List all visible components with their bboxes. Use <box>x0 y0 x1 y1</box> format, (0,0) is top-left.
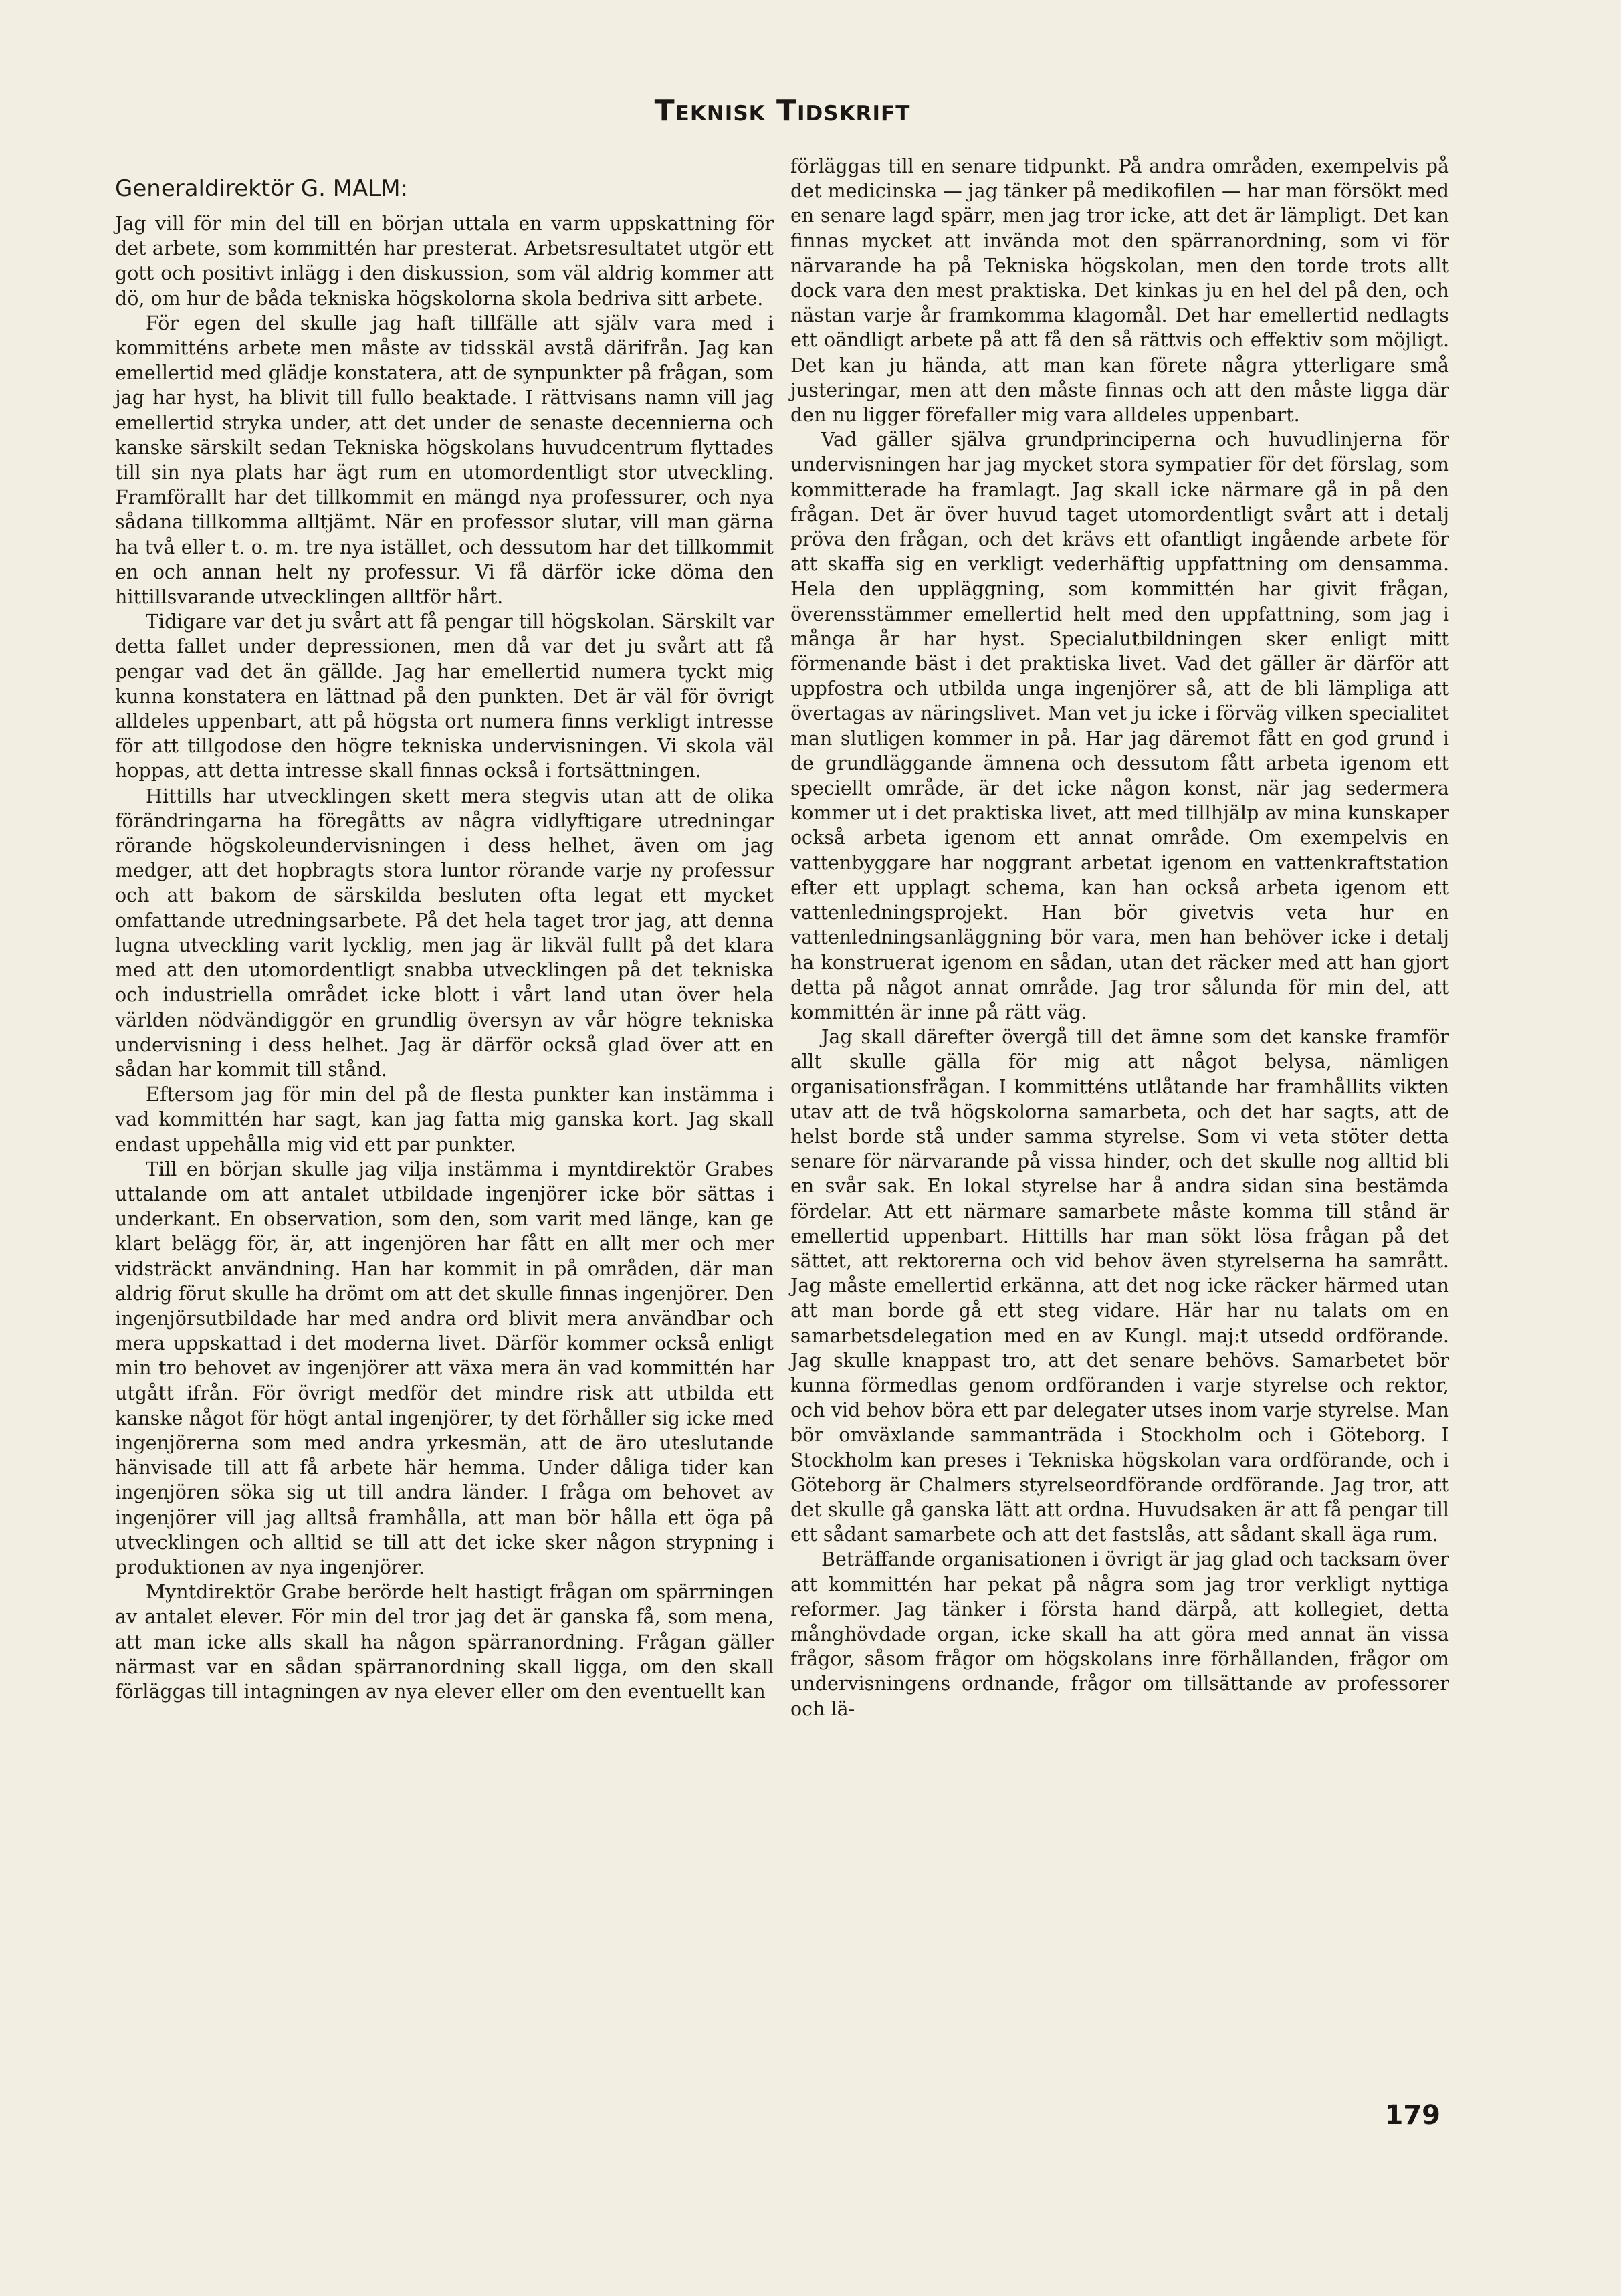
paragraph: Eftersom jag för min del på de flesta punkter kan instämma i vad kommittén har sagt, kan jag fatta mig ganska kort. Jag skall endast uppehålla mig vid ett par punkter. <box>115 1083 774 1156</box>
paragraph: Beträffande organisationen i övrigt är jag glad och tacksam över att kommittén har pekat på några som jag tror verkligt nyttiga reformer. Jag tänker i första hand därpå, att kollegiet, detta månghövdade organ, icke skall ha att göra med annat än vissa frågor, såsom frågor om högskolans inre förhållanden, frågor om undervisningens ordnande, frågor om tillsättande av professorer och lä- <box>790 1548 1449 1720</box>
right-column <box>790 154 1449 1721</box>
page-number: 179 <box>1384 2100 1440 2131</box>
speaker-heading: Generaldirektör G. MALM: <box>115 175 409 202</box>
paragraph: Tidigare var det ju svårt att få pengar till högskolan. Särskilt var detta fallet under depressionen, men då var det ju svårt att få pengar vad det än gällde. Jag har emellertid numera tyckt mig kunna konstatera en lättnad på den punkten. Det är väl för övrigt alldeles uppenbart, att på högsta ort numera finns verkligt intresse för att tillgodose den högre tekniska undervisningen. Vi skola väl hoppas, att detta intresse skall finnas också i fortsättningen. <box>115 611 774 782</box>
journal-masthead: Teknisk Tidskrift <box>654 94 911 128</box>
paragraph: Myntdirektör Grabe berörde helt hastigt frågan om spärrningen av antalet elever. För min del tror jag det är ganska få, som mena, att man icke alls skall ha någon spärranordning. Frågan gäller närmast var en sådan spärranordning skall ligga, om den skall förläggas till intagningen av nya elever eller om den eventuellt kan <box>115 1581 774 1703</box>
paragraph: Vad gäller själva grundprinciperna och huvudlinjerna för undervisningen har jag mycket stora sympatier för det förslag, som kommitterade ha framlagt. Jag skall icke närmare gå in på den frågan. Det är över huvud taget utomordentligt svårt att i detalj pröva den frågan, och det krävs ett ofantligt ingående arbete för att skaffa sig en verkligt vederhäftig uppfattning om densamma. Hela den uppläggning, som kommittén har givit frågan, överensstämmer emellertid helt med den uppfattning, som jag i många år har hyst. Specialutbildningen sker enligt mitt förmenande bäst i det praktiska livet. Vad det gäller är därför att uppfostra och utbilda unga ingenjörer så, att de bli lämpliga att övertagas av näringslivet. Man vet ju icke i förväg vilken specialitet man slutligen kommer in på. Har jag däremot fått en god grund i de grundläggande ämnena och dessutom fått arbeta igenom ett speciellt område, är det icke någon konst, när jag sedermera kommer ut i det praktiska livet, att med tillhjälp av mina kunskaper också arbeta igenom ett annat område. Om exempelvis en vattenbyggare har noggrant arbetat igenom en vattenkraftstation efter ett upplagt schema, kan han också arbeta igenom ett vattenledningsprojekt. Han bör givetvis veta hur en vattenledningsanläggning bör vara, men han behöver icke i detalj ha konstruerat igenom en sådan, utan det räcker med att han gjort detta på något annat område. Jag tror sålunda för min del, att kommittén är inne på rätt väg. <box>790 429 1449 1023</box>
left-column <box>115 175 774 1704</box>
paragraph: Jag vill för min del till en början uttala en varm uppskattning för det arbete, som kommittén har presterat. Arbetsresultatet utgör ett gott och positivt inlägg i den diskussion, som väl aldrig kommer att dö, om hur de båda tekniska högskolorna skola bedriva sitt arbete. <box>115 213 774 310</box>
paragraph: Jag skall därefter övergå till det ämne som det kanske framför allt skulle gälla för mig att något belysa, nämligen organisationsfrågan. I kommitténs utlåtande har framhållits vikten utav att de två högskolorna samarbeta, och det har sagts, att de helst borde stå under samma styrelse. Som vi veta stöter detta senare för närvarande på vissa hinder, och det skulle nog alltid bli en svår sak. En lokal styrelse har å andra sidan sina bestämda fördelar. Att ett närmare samarbete måste komma till stånd är emellertid uppenbart. Hittills har man sökt lösa frågan på det sättet, att rektorerna och vid behov även styrelserna ha samrått. Jag måste emellertid erkänna, att det nog icke räcker härmed utan att man borde gå ett steg vidare. Här har nu talats om en samarbetsdelegation med en av Kungl. maj:t utsedd ordförande. Jag skulle knappast tro, att det senare behövs. Samarbetet bör kunna förmedlas genom ordföranden i varje styrelse och rektor, och vid behov böra ett par delegater utses inom varje styrelse. Man bör omväxlande sammanträda i Stockholm och i Göteborg. I Stockholm kan preses i Tekniska högskolan vara ordförande, och i Göteborg är Chalmers styrelseordförande ordförande. Jag tror, att det skulle gå ganska lätt att ordna. Huvudsaken är att få pengar till ett sådant samarbete och att det fastslås, att sådant skall äga rum. <box>790 1026 1449 1546</box>
paragraph: Till en början skulle jag vilja instämma i myntdirektör Grabes uttalande om att antalet utbildade ingenjörer icke bör sättas i underkant. En observation, som den, som varit med länge, kan ge klart belägg för, är, att ingenjören har fått en allt mer och mer vidsträckt användning. Han har kommit in på områden, där man aldrig förut skulle ha drömt om att det skulle finnas ingenjörer. Den ingenjörsutbildade har med andra ord blivit mera användbar och mera uppskattad i det moderna livet. Därför kommer också enligt min tro behovet av ingenjörer att växa mera än vad kommittén har utgått ifrån. För övrigt medför det mindre risk att utbilda ett kanske något för högt antal ingenjörer, ty det förhåller sig icke med ingenjörerna som med andra yrkesmän, att de äro uteslutande hänvisade till att få arbete här hemma. Under dåliga tider kan ingenjören söka sig ut till andra länder. I fråga om behovet av ingenjörer vill jag alltså framhålla, att man bör hålla ett öga på utvecklingen och alltid se till att det icke sker någon strypning i produktionen av nya ingenjörer. <box>115 1158 774 1578</box>
paragraph: Hittills har utvecklingen skett mera stegvis utan att de olika förändringarna ha föregåtts av några vidlyftigare utredningar rörande högskoleundervisningen i dess helhet, även om jag medger, att det hopbragts stora luntor rörande varje ny professur och att bakom de särskilda besluten ofta legat ett mycket omfattande utredningsarbete. På det hela taget tror jag, att denna lugna utveckling varit lycklig, men jag är likväl fullt på det klara med att den utomordentligt snabba utvecklingen på det tekniska och industriella området icke blott i vårt land utan över hela världen nödvändiggör en grundlig översyn av vår högre tekniska undervisning i dess helhet. Jag är därför också glad över att en sådan har kommit till stånd. <box>115 785 774 1081</box>
paragraph: förläggas till en senare tidpunkt. På andra områden, exempelvis på det medicinska — jag tänker på medikofilen — har man försökt med en senare lagd spärr, men jag tror icke, att det är lämpligt. Det kan finnas mycket att invända mot den spärranordning, som vi för närvarande ha på Tekniska högskolan, men den torde trots allt dock vara den mest praktiska. Det kinkas ju en hel del på den, och nästan varje år framkomma klagomål. Det har emellertid nedlagts ett oändligt arbete på att få den så rättvis och effektiv som möjligt. Det kan ju hända, att man kan förete några ytterligare små justeringar, men att den måste finnas och att den måste ligga där den nu ligger förefaller mig vara alldeles uppenbart. <box>790 155 1449 427</box>
paragraph: För egen del skulle jag haft tillfälle att själv vara med i kommitténs arbete men måste av tidsskäl avstå därifrån. Jag kan emellertid med glädje konstatera, att de synpunkter på frågan, som jag har hyst, ha blivit till fullo beaktade. I rättvisans namn vill jag emellertid stryka under, att det under de senaste decennierna och kanske särskilt sedan Tekniska högskolans huvudcentrum flyttades till sin nya plats har ägt rum en utomordentligt stor utveckling. Framförallt har det tillkommit en mängd nya professurer, och nya sådana tillkomma alltjämt. När en professor slutar, vill man gärna ha två eller t. o. m. tre nya istället, och dessutom har det tillkommit en och annan helt ny professur. Vi få därför icke döma den hittillsvarande utvecklingen alltför hårt. <box>115 312 774 609</box>
